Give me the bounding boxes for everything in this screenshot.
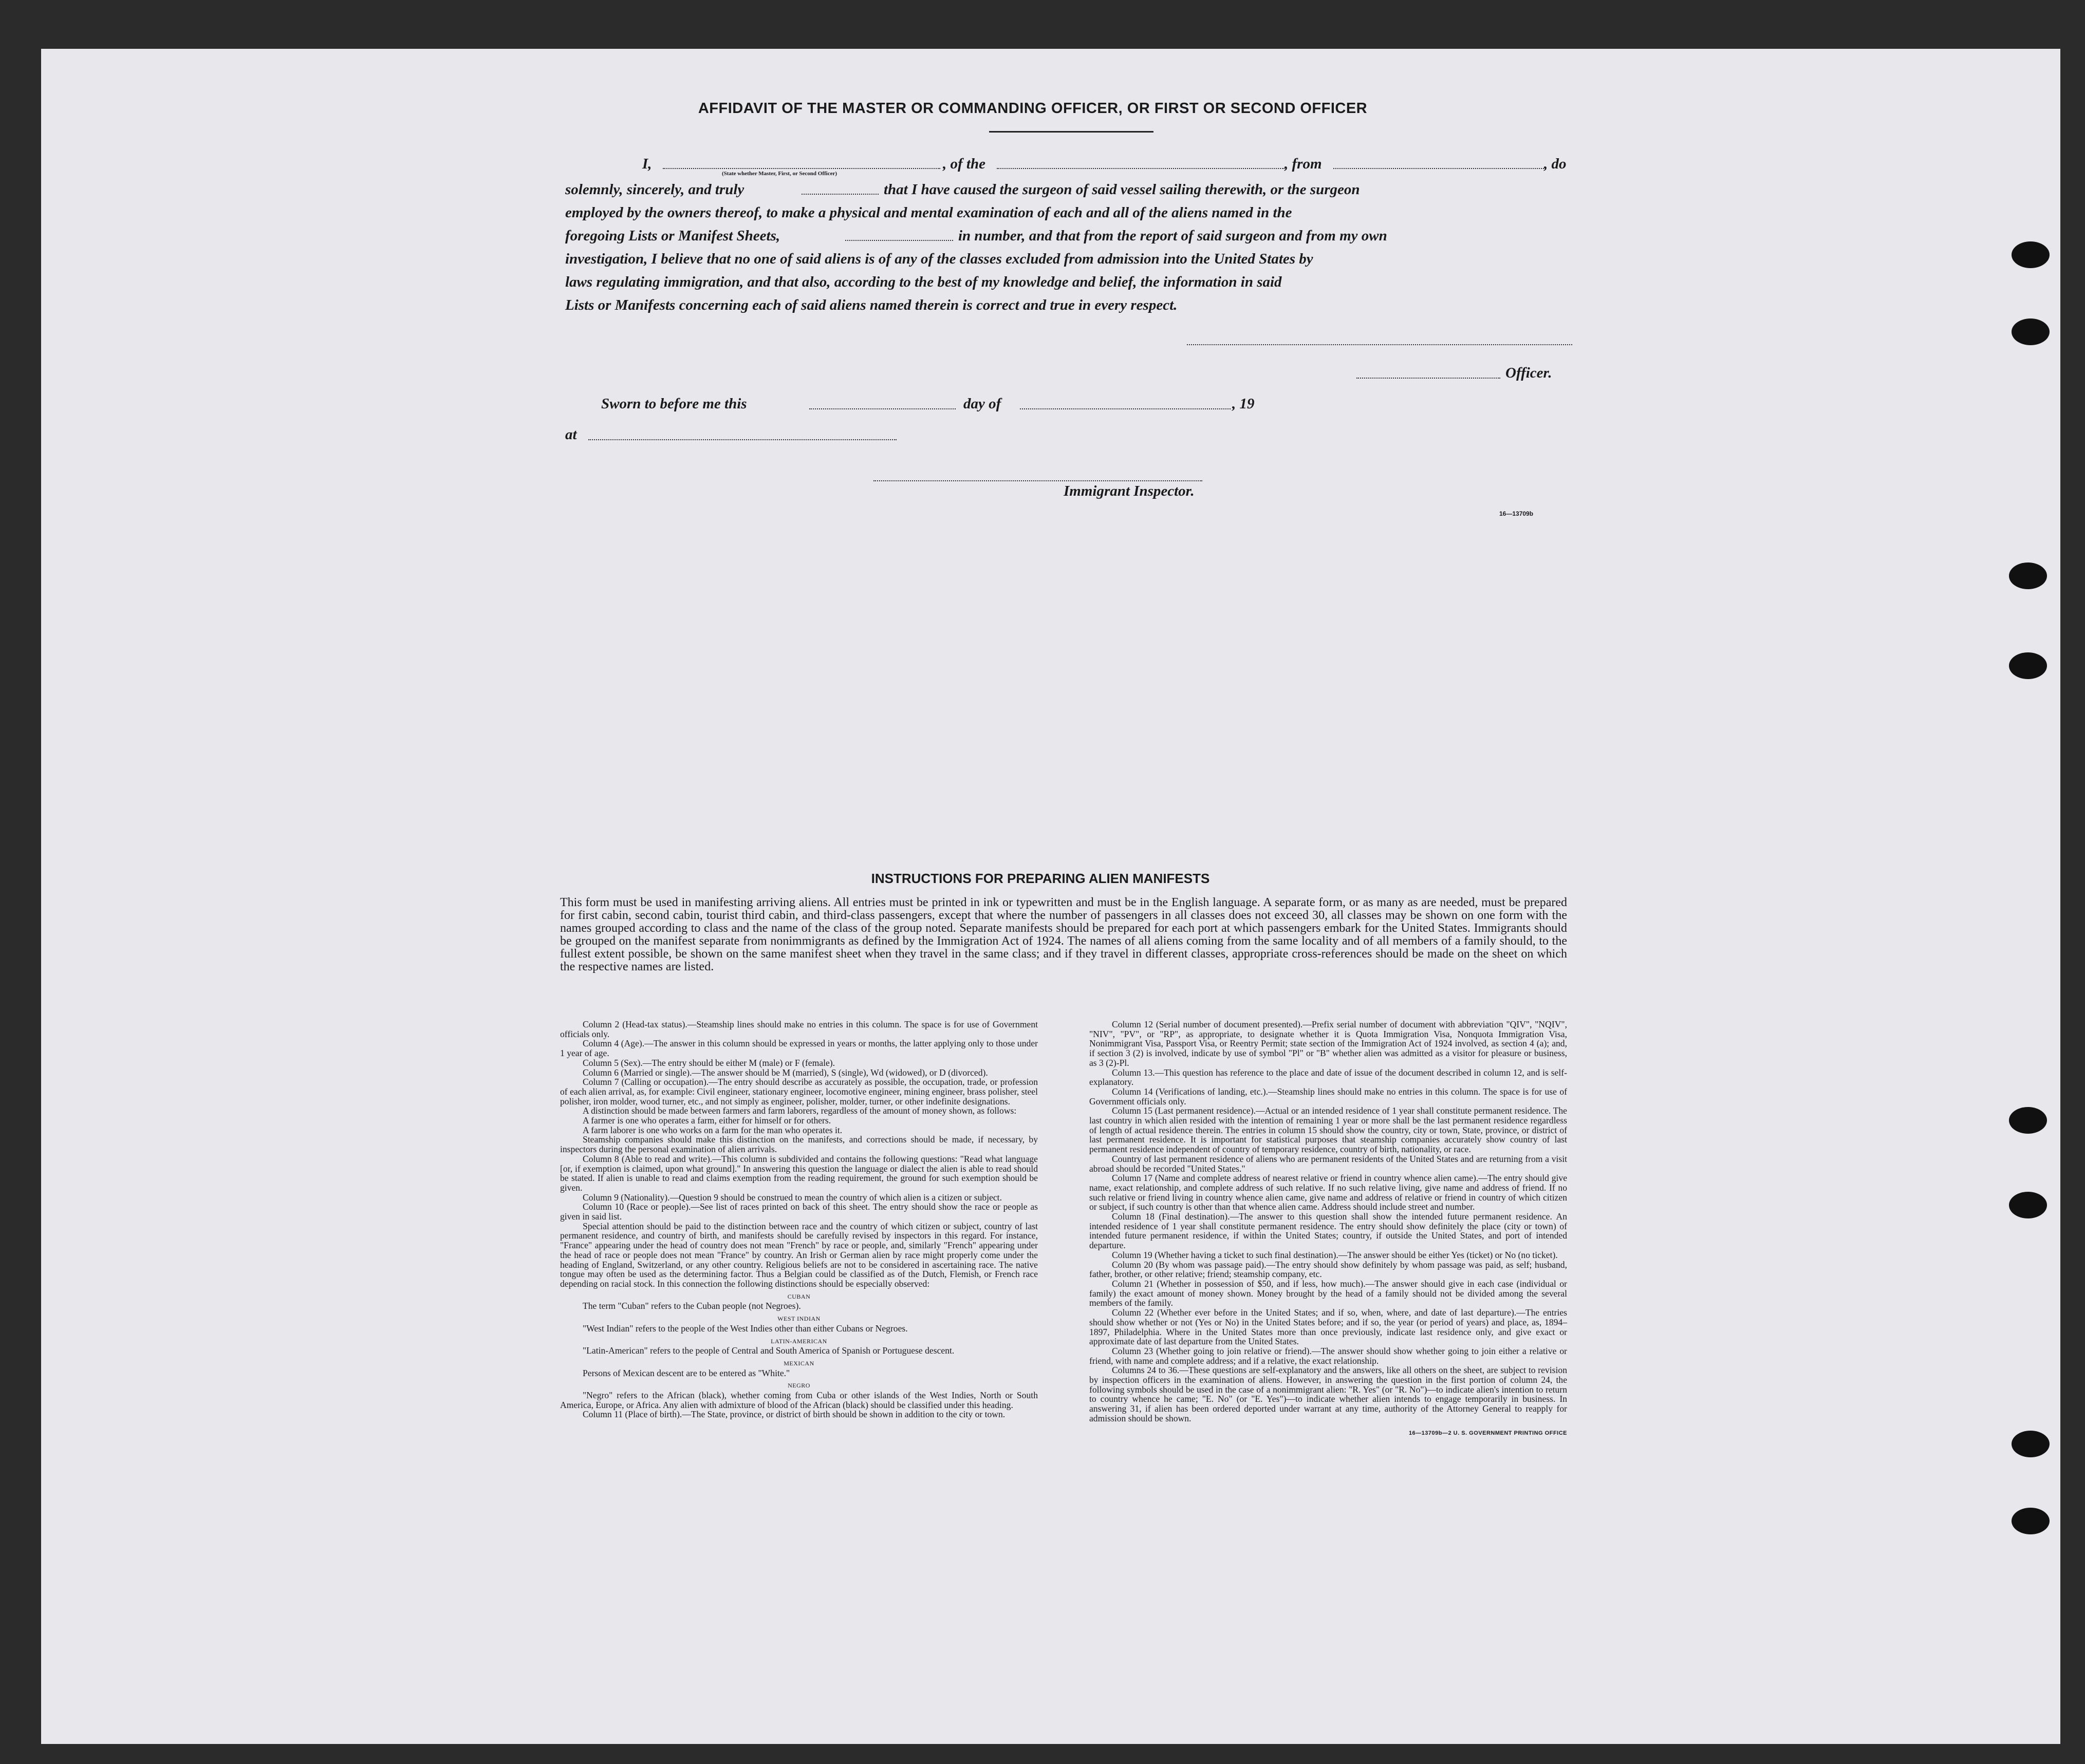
sworn-year-label: , 19 — [1232, 396, 1255, 412]
instruction-paragraph: Column 14 (Verifications of landing, etc.).—Steamship lines should make no entries in this column. The space is for use of Government officials only. — [1089, 1086, 1567, 1106]
instruction-paragraph: "Latin-American" refers to the people of Central and South America of Spanish or Portuguese descent. — [583, 1345, 955, 1356]
punch-hole-mark — [2009, 1192, 2047, 1218]
vessel-name-field[interactable] — [997, 168, 1284, 169]
instruction-paragraph: Columns 24 to 36.—These questions are self-explanatory and the answers, like all others on the sheet, are subject to revision by inspection officers in the examination of aliens. However, in answering the question in the first portion of column 24, the following symbols should be used in the case of a nonimmigrant alien: "R. Yes" (or "R. No")—to indicate alien's intention to return to country whence he came; "E. No" (or "E. Yes")—to indicate whether alien intends to engage temporarily in business. In answering 31, if alien has been ordered deported under warrant at any time, authority of the Attorney General to reapply for admission should be shown. — [1089, 1365, 1567, 1423]
alien-count-field[interactable] — [845, 240, 953, 241]
instruction-paragraph: Column 2 (Head-tax status).—Steamship lines should make no entries in this column. The space is for use of Government officials only. — [560, 1019, 1038, 1039]
form-code: 16—13709b — [1499, 510, 1534, 517]
punch-hole-mark — [2012, 241, 2050, 268]
label-of-the: , of the — [943, 156, 985, 172]
affidavit-line-6: laws regulating immigration, and that also, according to the best of my knowledge and belief, the information in said — [565, 274, 1282, 290]
officer-rank-field[interactable] — [663, 168, 940, 169]
printing-office-footer: 16—13709b—2 U. S. GOVERNMENT PRINTING OFFICE — [1408, 1430, 1567, 1436]
officer-label: Officer. — [1505, 365, 1552, 381]
punch-hole-mark — [2012, 1431, 2050, 1457]
heading-latin-american: LATIN-AMERICAN — [771, 1337, 827, 1345]
heading-negro: NEGRO — [788, 1382, 810, 1390]
instruction-paragraph: Column 20 (By whom was passage paid).—The entry should show definitely by whom passage was paid, as self; husband, father, brother, or other relative; friend; steamship company, etc. — [1089, 1259, 1567, 1280]
affidavit-line-4-end: in number, and that from the report of said surgeon and from my own — [958, 228, 1387, 244]
instructions-right-column — [1089, 1020, 1567, 1438]
heading-mexican: MEXICAN — [784, 1359, 814, 1367]
instruction-paragraph: Column 19 (Whether having a ticket to such final destination).—The answer should be either Yes (ticket) or No (no ticket). — [1112, 1249, 1558, 1260]
instruction-paragraph: Column 15 (Last permanent residence).—Actual or an intended residence of 1 year shall constitute permanent residence. The last country in which alien resided with the intention of remaining 1 year or more shall be the last permanent residence regardless of length of actual residence therein. The entries in column 15 should show the country, city or town, State, province, or district of last permanent residence. It is important for statistical purposes that steamship companies accurately show country of last permanent residence independent of country of temporary residence, country of birth, nationality, or race. — [1089, 1105, 1567, 1155]
day-of-label: day of — [963, 396, 1001, 412]
instruction-paragraph: Column 4 (Age).—The answer in this column should be expressed in years or months, the latter applying only to those under 1 year of age. — [560, 1038, 1038, 1059]
instruction-paragraph: Column 21 (Whether in possession of $50, and if less, how much).—The answer should give in each case (individual or family) the exact amount of money shown. Money brought by the head of a family should not be divided among the several members of the family. — [1089, 1278, 1567, 1308]
instruction-paragraph: Column 10 (Race or people).—See list of races printed on back of this sheet. The entry should show the race or people as given in said list. — [560, 1202, 1038, 1222]
instruction-paragraph: "Negro" refers to the African (black), whether coming from Cuba or other islands of the West Indies, North or South America, Europe, or Africa. Any alien with admixture of blood of the African (black) should be classified under this heading. — [560, 1390, 1038, 1410]
affirm-field[interactable] — [802, 194, 879, 195]
instruction-paragraph: "West Indian" refers to the people of the West Indies other than either Cubans or Negroes. — [583, 1323, 908, 1334]
sworn-label: Sworn to before me this — [601, 396, 747, 412]
at-label: at — [565, 426, 577, 443]
instruction-paragraph: Column 17 (Name and complete address of nearest relative or friend in country whence alien came).—The entry should give name, exact relationship, and complete address of such relative. If no such relative living, give name and address of friend. If no such relative or friend living in country whence alien came, give name and address of relative or friend in country of which citizen or subject, if such country is other than that whence alien came. Address should include street and number. — [1089, 1173, 1567, 1212]
punch-hole-mark — [2012, 318, 2050, 345]
label-from: , from — [1284, 156, 1322, 172]
sworn-day-field[interactable] — [809, 408, 956, 409]
affidavit-line-2-end: that I have caused the surgeon of said vessel sailing therewith, or the surgeon — [884, 181, 1360, 198]
affidavit-line-3: employed by the owners thereof, to make a physical and mental examination of each and all of the aliens named in the — [565, 204, 1292, 221]
instruction-paragraph: Column 5 (Sex).—The entry should be either M (male) or F (female). — [583, 1057, 835, 1068]
instruction-paragraph: Special attention should be paid to the distinction between race and the country of which citizen or subject, country of last permanent residence, and country of birth, and manifests should be carefully revised by inspectors in this regard. For instance, "France" appearing under the head of country does not mean "French" by race or people, and, similarly "French" appearing under the head of race or people does not mean "France" by country. An Irish or German alien by race might properly come under the heading of England, Switzerland, or any other country. Religious beliefs are not to be considered in ascertaining race. The native tongue may often be used as the determining factor. Thus a Belgian could be classified as of the Dutch, Flemish, or French race depending on racial stock. In this connection the following distinctions should be especially observed: — [560, 1221, 1038, 1289]
instruction-paragraph: Country of last permanent residence of aliens who are permanent residents of the United States and are returning from a visit abroad should be recorded "United States." — [1089, 1153, 1567, 1174]
instructions-title: INSTRUCTIONS FOR PREPARING ALIEN MANIFESTS — [871, 871, 1210, 886]
instruction-paragraph: Column 11 (Place of birth).—The State, province, or district of birth should be shown in addition to the city or town. — [583, 1409, 1006, 1420]
instructions-intro: This form must be used in manifesting arriving aliens. All entries must be printed in ink or typewritten and must be in the English language. A separate form, or as many as are needed, must be prepared for first cabin, second cabin, tourist third cabin, and third-class passengers, except that where the number of passengers in all classes does not exceed 30, all classes may be shown on one form with the names grouped according to class and the name of the class of the group noted. Separate manifests should be prepared for each port at which passengers embark for the United States. Immigrants should be grouped on the manifest separate from nonimmigrants as defined by the Immigration Act of 1924. The names of all aliens coming from the same locality and of all members of a family should, to the fullest extent possible, be shown on the same manifest sheet when they travel in the same class; and if they travel in different classes, appropriate cross-references should be made on the sheet on which the respective names are listed. — [560, 896, 1567, 973]
affidavit-line-5: investigation, I believe that no one of said aliens is of any of the classes excluded from admission into the United States by — [565, 251, 1313, 267]
heading-cuban: CUBAN — [787, 1292, 811, 1300]
instruction-paragraph: The term "Cuban" refers to the Cuban people (not Negroes). — [583, 1301, 801, 1311]
instruction-paragraph: Column 13.—This question has reference to the place and date of issue of the document described in column 12, and is self-explanatory. — [1089, 1067, 1567, 1087]
instruction-paragraph: Column 22 (Whether ever before in the United States; and if so, when, where, and date of last departure).—The entries should show whether or not (Yes or No) in the United States before; and if so, the year (or period of years) and place, as, 1894–1897, Philadelphia. Where in the United States more than once previously, indicate last residence only, and give exact or approximate date of last departure from the United States. — [1089, 1307, 1567, 1347]
inspector-signature-line[interactable] — [873, 480, 1202, 481]
officer-rank-note: (State whether Master, First, or Second Officer) — [722, 171, 837, 177]
instruction-paragraph: Column 6 (Married or single).—The answer should be M (married), S (single), Wd (widowed), or D (divorced). — [583, 1067, 988, 1078]
instruction-paragraph: Column 23 (Whether going to join relative or friend).—The answer should show whether going to join either a relative or friend, with name and complete address; and if a relative, the exact relationship. — [1089, 1345, 1567, 1366]
punch-hole-mark — [2009, 652, 2047, 679]
form-sheet — [41, 49, 2060, 1744]
affidavit-title: AFFIDAVIT OF THE MASTER OR COMMANDING OFFICER, OR FIRST OR SECOND OFFICER — [698, 100, 1368, 117]
instruction-paragraph: A distinction should be made between farmers and farm laborers, regardless of the amount of money shown, as follows: — [583, 1105, 1017, 1116]
officer-title-line[interactable] — [1356, 378, 1500, 379]
instruction-paragraph: Persons of Mexican descent are to be entered as "White." — [583, 1367, 790, 1378]
affidavit-line-2-start: solemnly, sincerely, and truly — [565, 181, 744, 198]
punch-hole-mark — [2012, 1508, 2050, 1534]
instructions-left-column — [560, 1020, 1038, 1419]
instruction-paragraph: A farm laborer is one who works on a farm for the man who operates it. — [583, 1124, 843, 1135]
port-from-field[interactable] — [1333, 168, 1544, 169]
instruction-paragraph: Column 18 (Final destination).—The answer to this question shall show the intended future permanent residence. An intended residence of 1 year shall constitute permanent residence. The entry should show definitely the place (city or town) of intended future permanent residence, if within the United States; country, if outside the United States, and port of intended departure. — [1089, 1211, 1567, 1251]
instruction-paragraph: Column 8 (Able to read and write).—This column is subdivided and contains the following questions: "Read what language [or, if exemption is claimed, upon what ground]." In answering this question the language or dialect the alien is able to read should be stated. If alien is unable to read and claims exemption from the reading requirement, the ground for such exemption should be given. — [560, 1153, 1038, 1193]
sworn-place-field[interactable] — [588, 439, 897, 440]
instruction-paragraph: Column 12 (Serial number of document presented).—Prefix serial number of document with abbreviation "QIV", "NQIV", "NIV", "PV", or "RP", as appropriate, to designate whether it is Quota Immigration Visa, Nonquota Immigration Visa, Nonimmigrant Visa, Passport Visa, or Reentry Permit; state section of the Immigration Act of 1924 involved, as section 4 (a); and, if section 3 (2) is involved, indicate by use of symbol "Pl" or "B" whether alien was admitted as a visitor for pleasure or business, as 3 (2)-Pl. — [1089, 1019, 1567, 1068]
instruction-paragraph: Column 7 (Calling or occupation).—The entry should describe as accurately as possible, the occupation, trade, or profession of each alien arrival, as, for example: Civil engineer, stationary engineer, locomotive engineer, mining engineer, brass polisher, steel polisher, iron molder, wood turner, etc., and not simply as engineer, polisher, molder, turner, or other indefinite designations. — [560, 1077, 1038, 1106]
sworn-month-field[interactable] — [1020, 408, 1231, 409]
inspector-label: Immigrant Inspector. — [1064, 483, 1195, 499]
punch-hole-mark — [2009, 562, 2047, 589]
affidavit-i: I, — [642, 156, 652, 172]
label-do: , do — [1544, 156, 1567, 172]
title-underline — [989, 131, 1153, 133]
punch-hole-mark — [2009, 1107, 2047, 1134]
heading-west-indian: WEST INDIAN — [777, 1315, 821, 1323]
instruction-paragraph: A farmer is one who operates a farm, either for himself or for others. — [583, 1115, 831, 1126]
affidavit-line-4-start: foregoing Lists or Manifest Sheets, — [565, 228, 780, 244]
affidavit-line-7: Lists or Manifests concerning each of said aliens named therein is correct and true in every respect. — [565, 297, 1178, 313]
instruction-paragraph: Column 9 (Nationality).—Question 9 should be construed to mean the country of which alien is a citizen or subject. — [583, 1192, 1002, 1203]
officer-signature-line[interactable] — [1187, 344, 1572, 345]
instruction-paragraph: Steamship companies should make this distinction on the manifests, and corrections should be made, if necessary, by inspectors during the personal examination of alien arrivals. — [560, 1134, 1038, 1155]
